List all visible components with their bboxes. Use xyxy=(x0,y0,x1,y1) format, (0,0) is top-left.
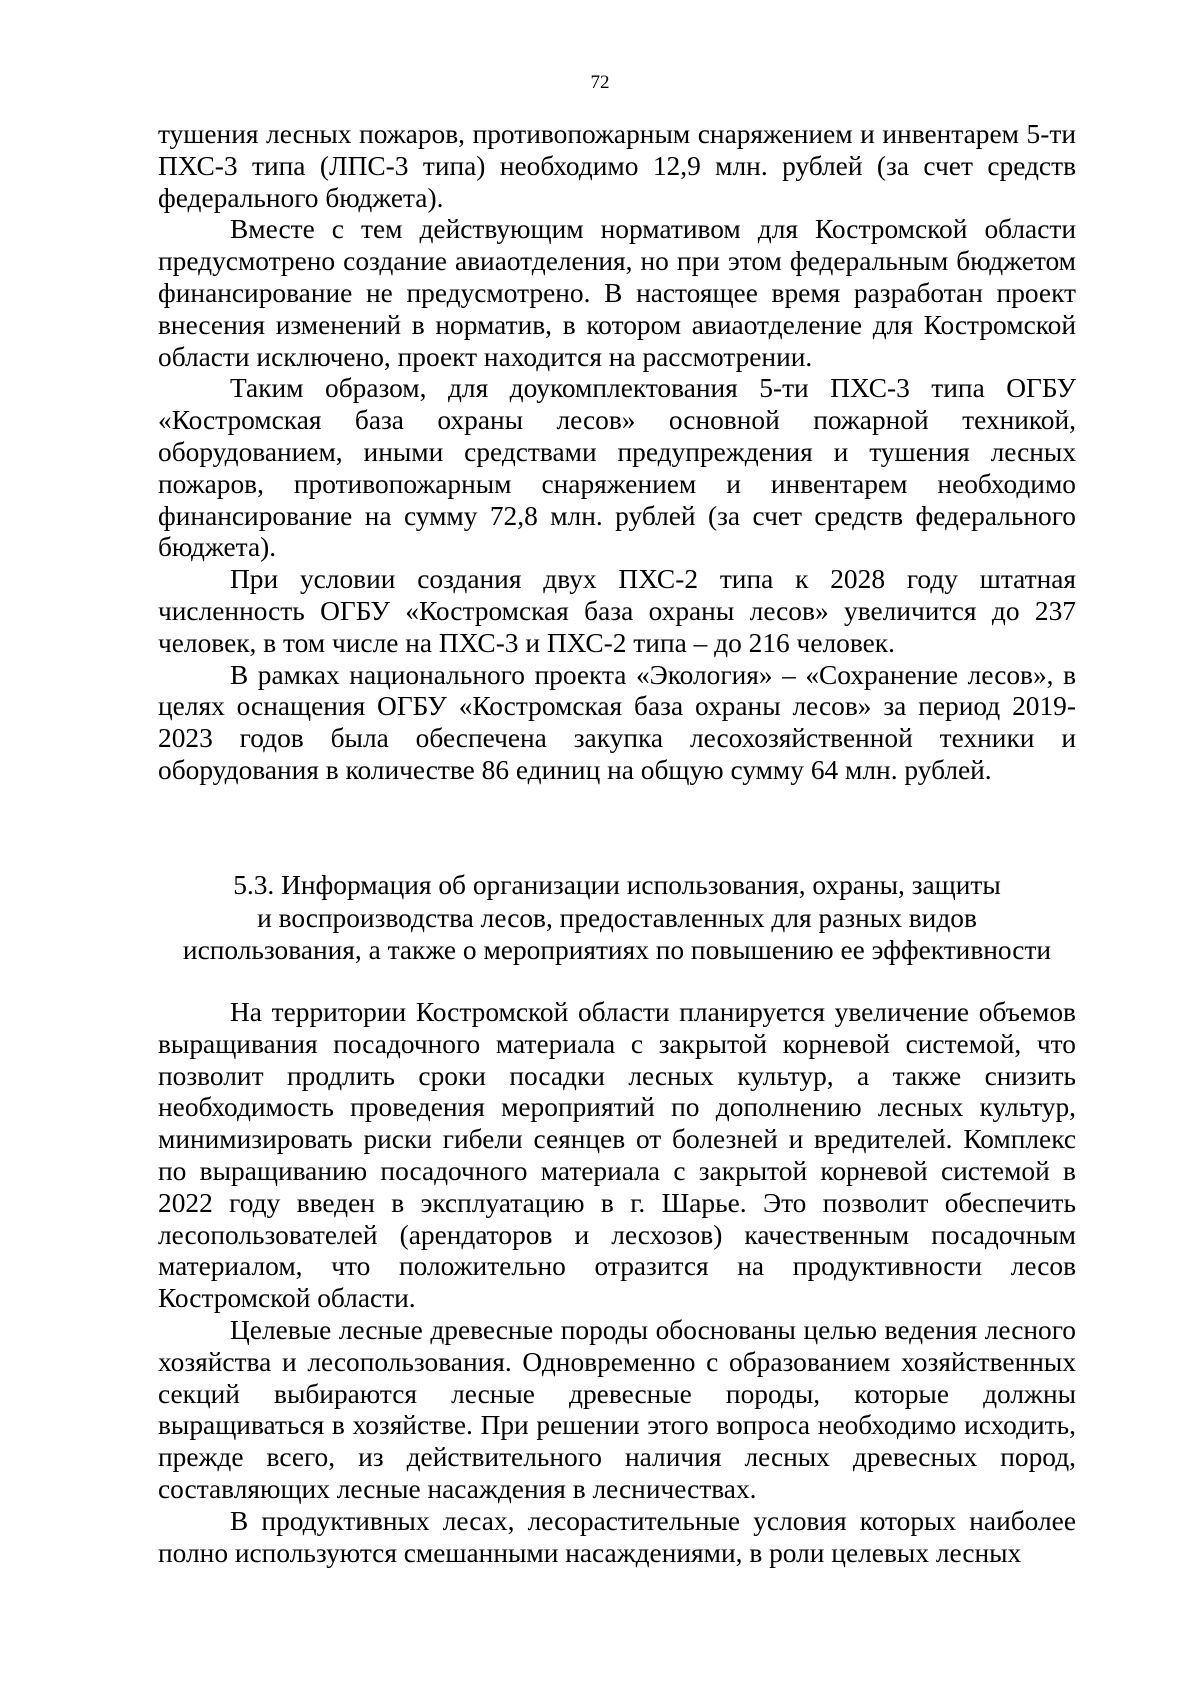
paragraph: В рамках национального проекта «Экология» – «Сохранение лесов», в целях оснащения ОГБУ «Костромская база охраны лесов» за период 2019-2023 годов была обеспечена закупка лесохозяйственной техники и оборудования в количестве 86 единиц на общую сумму 64 млн. рублей. xyxy=(158,659,1076,785)
paragraph: Таким образом, для доукомплектования 5-ти ПХС-3 типа ОГБУ «Костромская база охраны лесов» основной пожарной техникой, оборудованием, иными средствами предупреждения и тушения лесных пожаров, противопожарным снаряжением и инвентарем необходимо финансирование на сумму 72,8 млн. рублей (за счет средств федерального бюджета). xyxy=(158,373,1076,563)
paragraph: Целевые лесные древесные породы обоснованы целью ведения лесного хозяйства и лесопользования. Одновременно с образованием хозяйственных секций выбираются лесные древесные породы, которые должны выращиваться в хозяйстве. При решении этого вопроса необходимо исходить, прежде всего, из действительного наличия лесных древесных пород, составляющих лесные насаждения в лесничествах. xyxy=(158,1314,1076,1504)
paragraph: Вместе с тем действующим нормативом для Костромской области предусмотрено создание авиаотделения, но при этом федеральным бюджетом финансирование не предусмотрено. В настоящее время разработан проект внесения изменений в норматив, в котором авиаотделение для Костромской области исключено, проект находится на рассмотрении. xyxy=(158,214,1076,372)
body-text-bottom xyxy=(158,997,1076,1569)
paragraph: При условии создания двух ПХС-2 типа к 2028 году штатная численность ОГБУ «Костромская база охраны лесов» увеличится до 237 человек, в том числе на ПХС-3 и ПХС-2 типа – до 216 человек. xyxy=(158,564,1076,658)
section-heading-line: и воспроизводства лесов, предоставленных для разных видов xyxy=(257,902,977,933)
body-text-top xyxy=(158,119,1076,787)
page-number: 72 xyxy=(590,72,610,93)
section-heading-line: использования, а также о мероприятиях по повышению ее эффективности xyxy=(182,935,1052,965)
paragraph-continuation: тушения лесных пожаров, противопожарным снаряжением и инвентарем 5-ти ПХС-3 типа (ЛПС-3 типа) необходимо 12,9 млн. рублей (за счет средств федерального бюджета). xyxy=(158,119,1076,213)
paragraph: На территории Костромской области планируется увеличение объемов выращивания посадочного материала с закрытой корневой системой, что позволит продлить сроки посадки лесных культур, а также снизить необходимость проведения мероприятий по дополнению лесных культур, минимизировать риски гибели сеянцев от болезней и вредителей. Комплекс по выращиванию посадочного материала с закрытой корневой системой в 2022 году введен в эксплуатацию в г. Шарье. Это позволит обеспечить лесопользователей (арендаторов и лесхозов) качественным посадочным материалом, что положительно отразится на продуктивности лесов Костромской области. xyxy=(158,997,1076,1314)
paragraph-continued: В продуктивных лесах, лесорастительные условия которых наиболее полно используются смешанными насаждениями, в роли целевых лесных xyxy=(158,1505,1076,1568)
section-heading xyxy=(150,869,1084,967)
section-heading-line: 5.3. Информация об организации использования, охраны, защиты xyxy=(233,870,1001,900)
